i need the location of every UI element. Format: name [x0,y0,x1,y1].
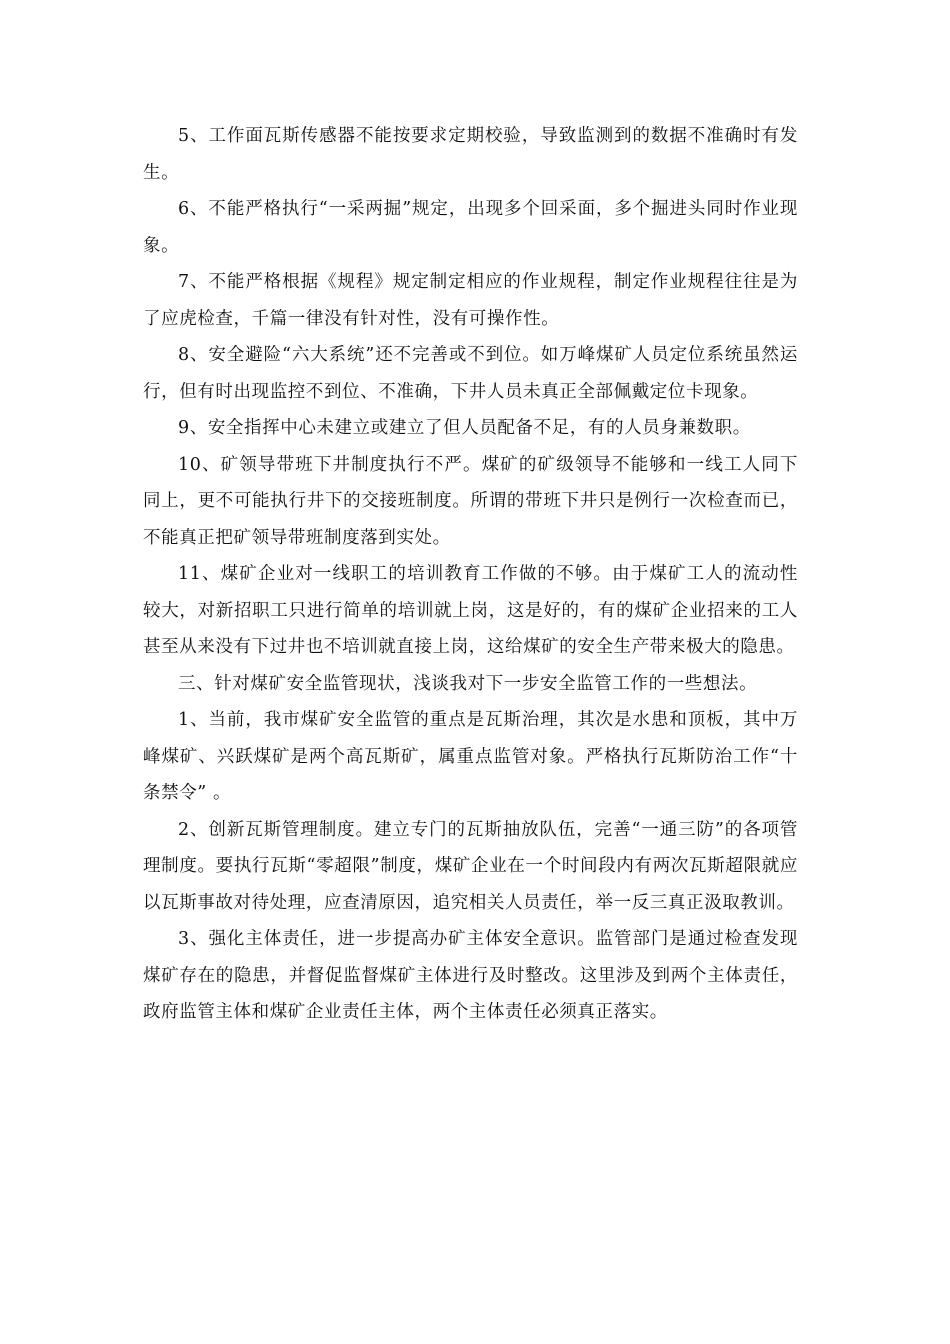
paragraph-suggestion-1: 1、当前，我市煤矿安全监管的重点是瓦斯治理，其次是水患和顶板，其中万峰煤矿、兴跃煤矿是两个高瓦斯矿，属重点监管对象。严格执行瓦斯防治工作“十条禁令” 。 [143,710,798,803]
document-body [143,118,798,1031]
section-heading-3: 三、针对煤矿安全监管现状，浅谈我对下一步安全监管工作的一些想法。 [178,673,758,694]
paragraph-suggestion-2: 2、创新瓦斯管理制度。建立专门的瓦斯抽放队伍，完善“一通三防”的各项管理制度。要执行瓦斯“零超限”制度，煤矿企业在一个时间段内有两次瓦斯超限就应以瓦斯事故对待处理，应查清原因，追究相关人员责任，举一反三真正汲取教训。 [143,819,798,913]
paragraph-item-9: 9、安全指挥中心未建立或建立了但人员配备不足，有的人员身兼数职。 [178,418,751,438]
paragraph-item-6: 6、不能严格执行“一采两掘”规定，出现多个回采面，多个掘进头同时作业现象。 [143,199,798,256]
paragraph-item-11: 11、煤矿企业对一线职工的培训教育工作做的不够。由于煤矿工人的流动性较大，对新招职工只进行简单的培训就上岗，这是好的，有的煤矿企业招来的工人甚至从来没有下过井也不培训就直接上岗，这给煤矿的安全生产带来极大的隐患。 [143,564,798,657]
paragraph-item-8: 8、安全避险“六大系统”还不完善或不到位。如万峰煤矿人员定位系统虽然运行，但有时出现监控不到位、不准确，下井人员未真正全部佩戴定位卡现象。 [143,345,798,402]
paragraph-item-10: 10、矿领导带班下井制度执行不严。煤矿的矿级领导不能够和一线工人同下同上，更不可能执行井下的交接班制度。所谓的带班下井只是例行一次检查而已，不能真正把矿领导带班制度落到实处。 [143,454,798,548]
paragraph-item-7: 7、不能严格根据《规程》规定制定相应的作业规程，制定作业规程往往是为了应虎检查，千篇一律没有针对性，没有可操作性。 [143,272,798,329]
paragraph-item-5: 5、工作面瓦斯传感器不能按要求定期校验，导致监测到的数据不准确时有发生。 [143,126,798,183]
paragraph-suggestion-3: 3、强化主体责任，进一步提高办矿主体安全意识。监管部门是通过检查发现煤矿存在的隐患，并督促监督煤矿主体进行及时整改。这里涉及到两个主体责任，政府监管主体和煤矿企业责任主体，两个主体责任必须真正落实。 [143,929,798,1022]
